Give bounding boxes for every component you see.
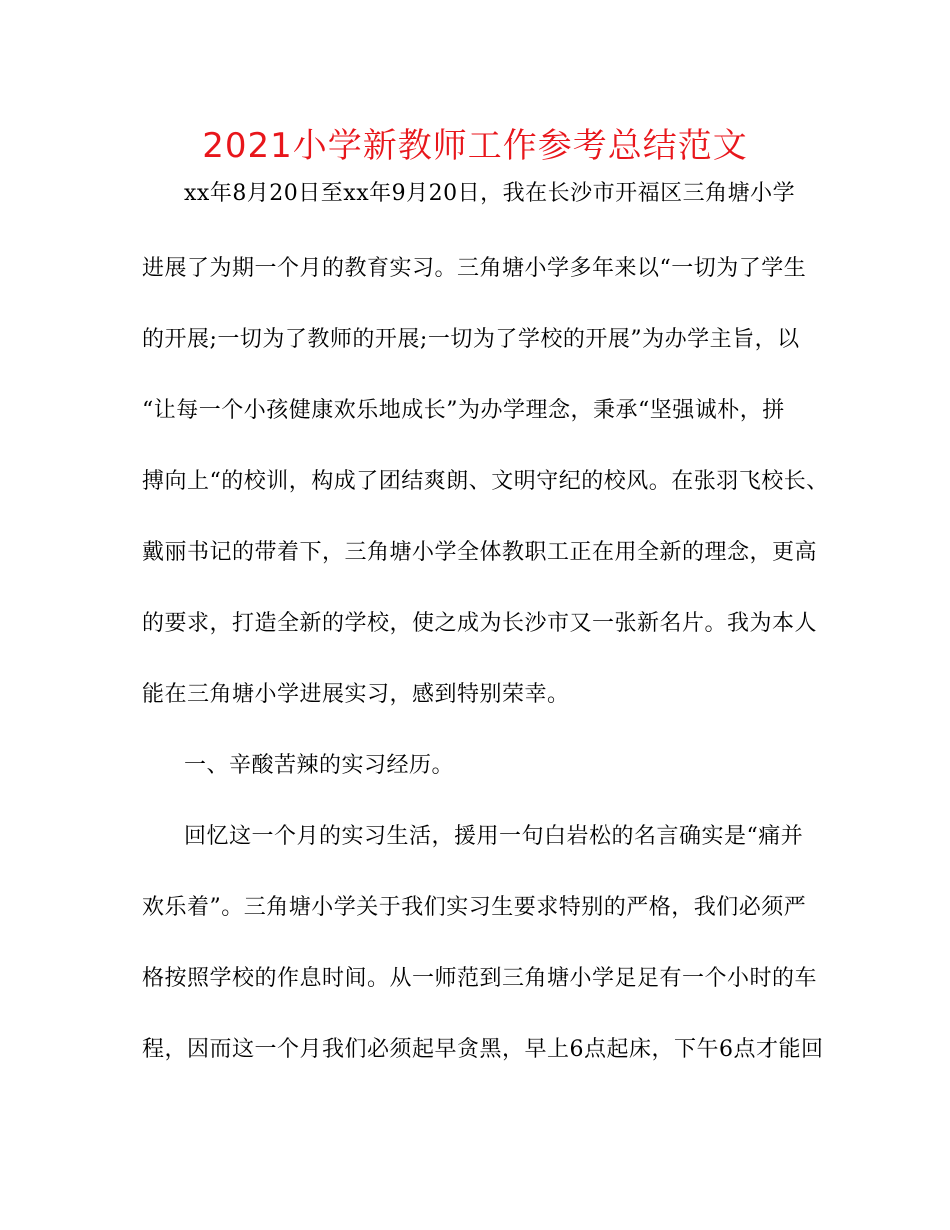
paragraph-line: 搏向上“的校训，构成了团结爽朗、文明守纪的校风。在张羽飞校长、 bbox=[142, 469, 829, 494]
paragraph-line: 回忆这一个月的实习生活，援用一句白岩松的名言确实是“痛并 bbox=[184, 824, 804, 849]
paragraph-line: “让每一个小孩健康欢乐地成长”为办学理念，秉承“坚强诚朴，拼 bbox=[142, 398, 785, 423]
paragraph-line: 的开展;一切为了教师的开展;一切为了学校的开展”为办学主旨，以 bbox=[142, 327, 800, 352]
paragraph-line: 进展了为期一个月的教育实习。三角塘小学多年来以“一切为了学生 bbox=[142, 256, 807, 281]
document-title: 2021小学新教师工作参考总结范文 bbox=[202, 126, 748, 166]
section-heading: 一、辛酸苦辣的实习经历。 bbox=[184, 753, 455, 778]
paragraph-line: 程，因而这一个月我们必须起早贪黑，早上6点起床，下午6点才能回 bbox=[142, 1037, 824, 1062]
paragraph-line: 能在三角塘小学进展实习，感到特别荣幸。 bbox=[142, 682, 570, 707]
paragraph-line: 欢乐着”。三角塘小学关于我们实习生要求特别的严格，我们必须严 bbox=[142, 895, 807, 920]
paragraph-line: 戴丽书记的带着下，三角塘小学全体教职工正在用全新的理念，更高 bbox=[142, 540, 818, 565]
paragraph-line: xx年8月20日至xx年9月20日，我在长沙市开福区三角塘小学 bbox=[184, 181, 796, 206]
paragraph-line: 格按照学校的作息时间。从一师范到三角塘小学足足有一个小时的车 bbox=[142, 966, 818, 991]
paragraph-line: 的要求，打造全新的学校，使之成为长沙市又一张新名片。我为本人 bbox=[142, 611, 818, 636]
